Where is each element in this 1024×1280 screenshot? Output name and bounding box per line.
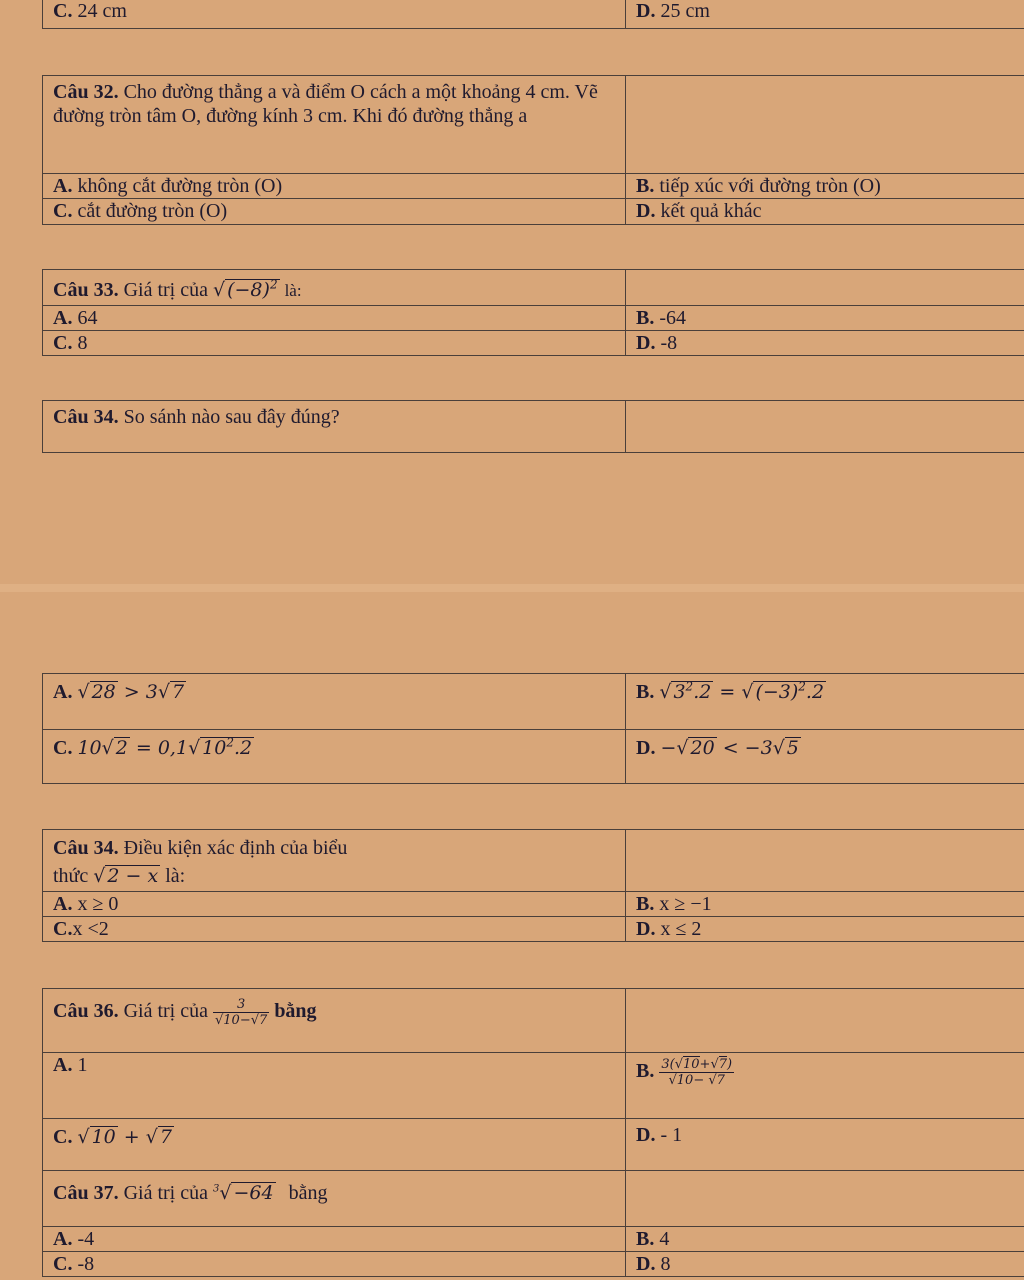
operator: > 3: [117, 681, 158, 703]
exponent: 2: [798, 679, 806, 694]
radicand-tail: .2: [805, 681, 825, 703]
q33-option-a: 64: [77, 307, 98, 329]
question-text-end: bằng: [274, 1000, 317, 1023]
radicand: 5: [786, 737, 799, 759]
sqrt-expression: √ $(-8)^2$: [212, 277, 278, 301]
option-letter: D.: [636, 0, 656, 22]
option-letter: A.: [53, 1228, 73, 1250]
radicand: 7: [716, 1073, 725, 1088]
question-text-2: thức: [53, 865, 89, 887]
option-letter: A.: [53, 175, 73, 197]
option-letter: B.: [636, 893, 655, 915]
q32-table: [42, 75, 1024, 225]
q34b-option-c: x <2: [72, 918, 109, 940]
question-text: Giá trị của: [123, 1182, 208, 1204]
sign: −: [660, 737, 677, 759]
denominator: √10−√7: [214, 1013, 268, 1028]
question-label: Câu 37.: [53, 1182, 119, 1204]
question-label: Câu 33.: [53, 279, 119, 301]
q33-option-d: -8: [660, 332, 678, 354]
q34a-question: [43, 401, 626, 453]
option-letter: C.: [53, 332, 73, 354]
radicand: 7: [171, 681, 185, 703]
q34b-table: [42, 829, 1024, 942]
option-letter: D.: [636, 332, 656, 354]
question-text: Giá trị của: [123, 1000, 208, 1023]
q31-option-c: 24 cm: [77, 0, 127, 22]
denominator: √10− √7: [668, 1073, 725, 1088]
operator: +: [699, 1057, 711, 1072]
q36-option-d: - 1: [660, 1124, 683, 1146]
option-letter: D.: [636, 1124, 656, 1146]
fraction-expression: [659, 1057, 734, 1088]
q34a-option-d: D. −√ 20 < −3√ 5: [626, 730, 1024, 784]
q36-q37-table: [42, 988, 1024, 1277]
option-letter: C.: [53, 918, 73, 940]
radicand: 10: [202, 737, 227, 759]
q34b-question: [43, 830, 626, 892]
question-label: Câu 34.: [53, 406, 119, 428]
radicand: 20: [690, 737, 715, 759]
radicand: 7: [259, 1013, 268, 1028]
q34b-option-a: x ≥ 0: [77, 893, 119, 915]
radicand: 7: [718, 1057, 728, 1072]
q32-option-a: không cắt đường tròn (O): [77, 175, 283, 197]
q31-option-d: 25 cm: [660, 0, 710, 22]
radicand: 28: [91, 681, 116, 703]
q36-question: [43, 989, 626, 1053]
question-label: Câu 32.: [53, 81, 119, 103]
operator: = 0,1: [129, 737, 189, 759]
option-letter: A.: [53, 1054, 73, 1076]
option-letter: C.: [53, 737, 73, 759]
option-letter: C.: [53, 0, 73, 22]
radicand: (−8): [227, 279, 270, 301]
radicand: −64: [233, 1182, 274, 1204]
q33-option-c: 8: [77, 332, 88, 354]
q37-question: [43, 1171, 626, 1227]
q34a-option-b: B. √ $3^2.2$ = √ $(-3)^2.2$: [626, 674, 1024, 730]
fraction-expression: [213, 997, 269, 1028]
q36-option-c: C. √ 10 + √ 7: [43, 1119, 626, 1171]
q31-options-table: [42, 0, 1024, 29]
operator: −: [239, 1013, 251, 1028]
option-letter: A.: [53, 681, 73, 703]
coefficient: 10: [77, 737, 102, 759]
q34a-options-table: [42, 673, 1024, 784]
operator: < −3: [716, 737, 773, 759]
question-text-end: bằng: [288, 1182, 328, 1204]
radicand: 10: [682, 1057, 700, 1072]
radicand: 10: [223, 1013, 240, 1028]
operator: =: [713, 681, 742, 703]
question-text-end: là:: [165, 865, 186, 887]
option-letter: D.: [636, 200, 656, 222]
root-index: 3: [212, 1183, 220, 1195]
option-letter: B.: [636, 175, 655, 197]
question-text: Cho đường thẳng a và điểm O cách a một khoảng 4 cm. Vẽ đường tròn tâm O, đường kính 3 cm. Khi đó đường thẳng a: [53, 81, 598, 127]
question-text: So sánh nào sau đây đúng?: [123, 406, 340, 428]
numerator-suffix: ): [727, 1057, 733, 1072]
question-text: Giá trị của: [123, 279, 208, 301]
option-letter: B.: [636, 681, 655, 703]
option-letter: D.: [636, 918, 656, 940]
cube-root-expression: $^3$√ −64: [212, 1182, 274, 1204]
q37-option-a: -4: [77, 1228, 95, 1250]
q32-option-b: tiếp xúc với đường tròn (O): [659, 175, 881, 197]
sqrt-expression: √ 2 − x: [93, 865, 159, 887]
option-letter: A.: [53, 893, 73, 915]
q32-question: [43, 76, 626, 174]
option-letter: A.: [53, 307, 73, 329]
q33-table: [42, 269, 1024, 356]
q34a-header-table: [42, 400, 1024, 453]
q34a-option-a: A. √ 28 > 3√ 7: [43, 674, 626, 730]
radicand: (−3): [755, 681, 799, 703]
page-break: [0, 584, 1024, 592]
option-letter: B.: [636, 1060, 655, 1083]
numerator: 3: [213, 997, 269, 1013]
q32-option-c: cắt đường tròn (O): [77, 200, 228, 222]
radicand: 3: [673, 681, 686, 703]
q34b-option-d: x ≤ 2: [660, 918, 702, 940]
exponent: 2: [685, 679, 694, 694]
q34b-option-b: x ≥ −1: [659, 893, 712, 915]
q33-question: [43, 270, 626, 306]
option-letter: D.: [636, 737, 656, 759]
option-letter: C.: [53, 200, 73, 222]
q37-option-d: 8: [660, 1253, 671, 1275]
q37-option-b: 4: [659, 1228, 670, 1250]
numerator: 3(√10+√7): [661, 1057, 733, 1072]
radicand-tail: .2: [693, 681, 712, 703]
radicand-tail: .2: [234, 737, 253, 759]
radicand: 7: [159, 1126, 172, 1148]
option-letter: C.: [53, 1126, 73, 1148]
question-text-end: là:: [284, 281, 302, 300]
option-letter: B.: [636, 1228, 655, 1250]
option-letter: B.: [636, 307, 655, 329]
q32-option-d: kết quả khác: [660, 200, 762, 222]
operator: +: [117, 1126, 146, 1148]
radicand: 2 − x: [107, 865, 159, 887]
question-label: Câu 34.: [53, 837, 119, 859]
exponent: 2: [269, 277, 278, 292]
exponent: 2: [226, 735, 234, 750]
operator: −: [693, 1073, 709, 1088]
radicand: 10: [91, 1126, 116, 1148]
q34a-option-c: C. 10√ 2 = 0,1√ $10^2.2$: [43, 730, 626, 784]
radicand: 2: [115, 737, 128, 759]
q36-option-b: [626, 1053, 1024, 1119]
option-letter: C.: [53, 1253, 73, 1275]
numerator-prefix: 3(: [661, 1057, 675, 1072]
radicand: 10: [676, 1073, 694, 1088]
question-label: Câu 36.: [53, 1000, 119, 1023]
option-letter: D.: [636, 1253, 656, 1275]
q36-option-a: 1: [77, 1054, 88, 1076]
q33-option-b: -64: [659, 307, 687, 329]
q37-option-c: -8: [77, 1253, 95, 1275]
question-text: Điều kiện xác định của biểu: [123, 837, 348, 859]
